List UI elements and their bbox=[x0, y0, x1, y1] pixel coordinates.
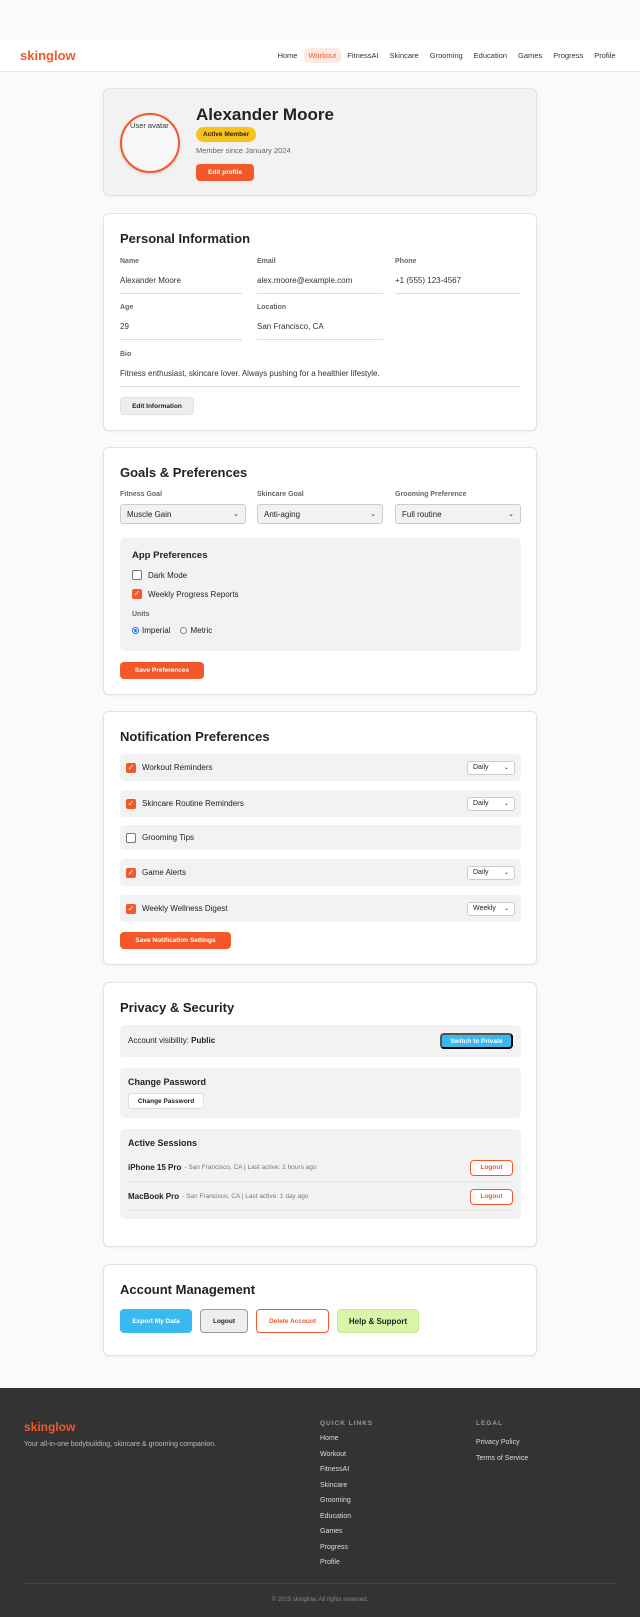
member-since: Member since January 2024 bbox=[196, 146, 291, 155]
nav-link-games[interactable]: Games bbox=[518, 51, 543, 60]
personal-info-title: Personal Information bbox=[120, 231, 251, 246]
nav-links bbox=[273, 48, 620, 63]
dark-mode-row[interactable] bbox=[132, 570, 187, 580]
weekly-reports-checkbox[interactable]: ✓ bbox=[133, 589, 141, 598]
footer-link-education[interactable]: Education bbox=[320, 1513, 352, 1520]
notif-row-grooming bbox=[120, 825, 521, 850]
session-logout-button[interactable]: Logout bbox=[470, 1160, 513, 1176]
nav-link-education[interactable]: Education bbox=[473, 51, 508, 60]
footer-link-skincare[interactable]: Skincare bbox=[320, 1482, 348, 1489]
notif-row-game-alerts bbox=[120, 859, 521, 886]
frequency-value: Daily bbox=[473, 800, 489, 807]
nav-link-skincare[interactable]: Skincare bbox=[389, 51, 419, 60]
privacy-title: Privacy & Security bbox=[120, 1000, 235, 1015]
name-value: Alexander Moore bbox=[120, 276, 242, 294]
nav-link-progress[interactable]: Progress bbox=[553, 51, 584, 60]
unit-imperial-radio[interactable] bbox=[132, 627, 139, 634]
nav-link-home[interactable]: Home bbox=[277, 51, 298, 60]
wellness-digest-checkbox[interactable]: ✓ bbox=[127, 903, 135, 913]
quick-links-heading: QUICK LINKS bbox=[320, 1420, 374, 1427]
account-title: Account Management bbox=[120, 1282, 256, 1297]
footer-link-fitnessai[interactable]: FitnessAI bbox=[320, 1466, 350, 1473]
dark-mode-checkbox[interactable] bbox=[132, 570, 142, 580]
delete-account-button[interactable]: Delete Account bbox=[256, 1309, 329, 1333]
profile-name: Alexander Moore bbox=[196, 105, 334, 124]
grooming-pref-select[interactable] bbox=[395, 504, 521, 524]
save-notification-settings-button[interactable]: Save Notification Settings bbox=[120, 932, 231, 949]
grooming-tips-checkbox[interactable] bbox=[126, 833, 136, 843]
skincare-frequency-select[interactable] bbox=[467, 797, 515, 811]
footer-brand[interactable]: skinglow bbox=[24, 1420, 76, 1434]
notif-label: Skincare Routine Reminders bbox=[142, 799, 244, 808]
footer-link-workout[interactable]: Workout bbox=[320, 1451, 346, 1458]
notif-label: Game Alerts bbox=[142, 868, 187, 877]
notif-row-wellness-digest bbox=[120, 895, 521, 922]
frequency-value: Weekly bbox=[473, 905, 496, 912]
legal-heading: LEGAL bbox=[476, 1420, 504, 1427]
app-preferences-title: App Preferences bbox=[132, 550, 208, 561]
help-support-button[interactable]: Help & Support bbox=[337, 1309, 419, 1333]
change-password-box bbox=[120, 1068, 521, 1118]
account-visibility-box bbox=[120, 1025, 521, 1057]
active-sessions-title: Active Sessions bbox=[128, 1138, 198, 1148]
game-alerts-checkbox[interactable]: ✓ bbox=[127, 867, 135, 877]
session-meta: - San Francisco, CA | Last active: 1 day ago bbox=[182, 1193, 309, 1200]
name-label: Name bbox=[120, 258, 140, 265]
nav-link-fitnessai[interactable]: FitnessAI bbox=[347, 51, 379, 60]
footer-link-grooming[interactable]: Grooming bbox=[320, 1497, 351, 1504]
footer-copyright: © 2025 skinglow. All rights reserved. bbox=[271, 1597, 369, 1603]
save-preferences-button[interactable]: Save Preferences bbox=[120, 662, 204, 679]
avatar[interactable] bbox=[120, 113, 180, 173]
top-nav bbox=[0, 40, 640, 72]
switch-to-private-button[interactable]: Switch to Private bbox=[440, 1033, 513, 1049]
footer-link-games[interactable]: Games bbox=[320, 1528, 343, 1535]
dark-mode-label: Dark Mode bbox=[148, 570, 188, 580]
location-value: San Francisco, CA bbox=[257, 322, 383, 340]
footer-divider bbox=[24, 1583, 616, 1584]
goals-preferences-card bbox=[103, 447, 537, 695]
fitness-goal-label: Fitness Goal bbox=[120, 491, 163, 498]
notification-preferences-card bbox=[103, 711, 537, 965]
footer-link-progress[interactable]: Progress bbox=[320, 1544, 349, 1551]
units-radio-group bbox=[132, 626, 212, 635]
frequency-value: Daily bbox=[473, 764, 489, 771]
edit-profile-button[interactable]: Edit profile bbox=[196, 164, 254, 181]
unit-imperial-label: Imperial bbox=[142, 626, 171, 635]
active-sessions-box bbox=[120, 1129, 521, 1219]
privacy-security-card bbox=[103, 982, 537, 1247]
chevron-down-icon: ⌄ bbox=[503, 765, 509, 771]
skincare-goal-value: Anti-aging bbox=[264, 509, 301, 519]
visibility-prefix: Account visibility: bbox=[128, 1036, 189, 1045]
nav-link-workout[interactable]: Workout bbox=[304, 48, 341, 63]
fitness-goal-select[interactable] bbox=[120, 504, 246, 524]
logout-button[interactable]: Logout bbox=[200, 1309, 248, 1333]
notif-row-workout bbox=[120, 754, 521, 781]
session-device: iPhone 15 Pro bbox=[128, 1163, 182, 1172]
session-logout-button[interactable]: Logout bbox=[470, 1189, 513, 1205]
chevron-down-icon: ⌄ bbox=[503, 906, 509, 912]
frequency-value: Daily bbox=[473, 869, 489, 876]
unit-metric-option[interactable] bbox=[180, 626, 212, 635]
age-label: Age bbox=[120, 304, 134, 311]
chevron-down-icon: ⌄ bbox=[503, 870, 509, 876]
nav-link-grooming[interactable]: Grooming bbox=[429, 51, 463, 60]
weekly-reports-label: Weekly Progress Reports bbox=[148, 589, 239, 599]
chevron-down-icon: ⌄ bbox=[233, 511, 239, 518]
footer-link-profile[interactable]: Profile bbox=[320, 1559, 340, 1566]
export-data-button[interactable]: Export My Data bbox=[120, 1309, 192, 1333]
bio-value: Fitness enthusiast, skincare lover. Always pushing for a healthier lifestyle. bbox=[120, 369, 521, 387]
phone-value: +1 (555) 123-4567 bbox=[395, 276, 521, 294]
notif-label: Grooming Tips bbox=[142, 833, 195, 842]
weekly-reports-row[interactable] bbox=[132, 589, 239, 599]
notifications-title: Notification Preferences bbox=[120, 729, 270, 744]
unit-imperial-option[interactable] bbox=[132, 626, 170, 635]
skincare-goal-label: Skincare Goal bbox=[257, 491, 304, 498]
site-footer bbox=[0, 1388, 640, 1617]
notif-label: Weekly Wellness Digest bbox=[142, 904, 228, 913]
nav-link-profile[interactable]: Profile bbox=[594, 51, 616, 60]
avatar-alt-text: User avatar bbox=[130, 121, 169, 130]
email-value: alex.moore@example.com bbox=[257, 276, 383, 294]
email-label: Email bbox=[257, 258, 276, 265]
footer-link-terms[interactable]: Terms of Service bbox=[476, 1455, 529, 1462]
change-password-title: Change Password bbox=[128, 1077, 207, 1087]
session-device: MacBook Pro bbox=[128, 1192, 180, 1201]
notif-label: Workout Reminders bbox=[142, 763, 213, 772]
unit-metric-radio[interactable] bbox=[180, 627, 187, 634]
footer-link-home[interactable]: Home bbox=[320, 1435, 339, 1442]
fitness-goal-value: Muscle Gain bbox=[127, 509, 172, 519]
brand-logo[interactable]: skinglow bbox=[20, 48, 76, 63]
change-password-button[interactable]: Change Password bbox=[128, 1093, 204, 1109]
session-row bbox=[128, 1154, 513, 1182]
account-management-card bbox=[103, 1264, 537, 1356]
profile-header-card bbox=[103, 88, 537, 196]
footer-tagline: Your all-in-one bodybuilding, skincare & grooming companion. bbox=[24, 1441, 216, 1448]
chevron-down-icon: ⌄ bbox=[370, 511, 376, 518]
session-row bbox=[128, 1183, 513, 1211]
edit-information-button[interactable]: Edit Information bbox=[120, 397, 194, 415]
member-status-badge: Active Member bbox=[196, 127, 256, 142]
location-label: Location bbox=[257, 304, 287, 311]
age-value: 29 bbox=[120, 322, 242, 340]
personal-info-card bbox=[103, 213, 537, 431]
chevron-down-icon: ⌄ bbox=[508, 511, 514, 518]
footer-link-privacy-policy[interactable]: Privacy Policy bbox=[476, 1439, 520, 1446]
phone-label: Phone bbox=[395, 258, 417, 265]
wellness-digest-frequency-select[interactable] bbox=[467, 902, 515, 916]
skincare-goal-select[interactable] bbox=[257, 504, 383, 524]
workout-frequency-select[interactable] bbox=[467, 761, 515, 775]
units-label: Units bbox=[132, 611, 150, 618]
workout-reminders-checkbox[interactable]: ✓ bbox=[127, 762, 135, 772]
game-alerts-frequency-select[interactable] bbox=[467, 866, 515, 880]
notif-row-skincare bbox=[120, 790, 521, 817]
grooming-pref-label: Grooming Preference bbox=[395, 491, 467, 498]
unit-metric-label: Metric bbox=[190, 626, 213, 635]
app-preferences-box bbox=[120, 538, 521, 651]
visibility-text bbox=[128, 1036, 215, 1045]
goals-title: Goals & Preferences bbox=[120, 465, 248, 480]
bio-label: Bio bbox=[120, 351, 132, 358]
visibility-value: Public bbox=[191, 1036, 216, 1045]
grooming-pref-value: Full routine bbox=[402, 509, 442, 519]
skincare-reminders-checkbox[interactable]: ✓ bbox=[127, 798, 135, 808]
chevron-down-icon: ⌄ bbox=[503, 801, 509, 807]
session-meta: - San Francisco, CA | Last active: 2 hours ago bbox=[184, 1164, 317, 1171]
